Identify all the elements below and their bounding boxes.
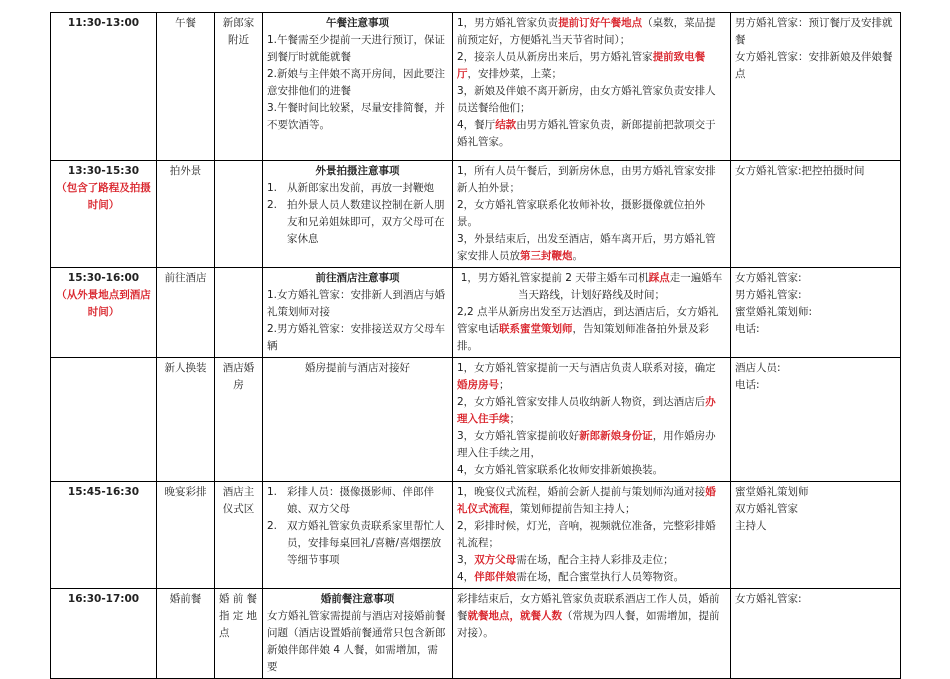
notes-cell: 外景拍摄注意事项 1. 从新郎家出发前，再放一封鞭炮 2. 拍外景人员人数建议控制在新人朋友和兄弟姐妹即可，双方父母可在家休息 — [263, 161, 453, 268]
detail-text: 4，女方婚礼管家联系化妆师安排新娘换装。 — [457, 464, 664, 476]
table-row — [51, 358, 901, 482]
detail-text: 3， — [457, 554, 475, 566]
time-cell: 11:30-13:00 — [51, 13, 157, 161]
contacts-cell — [731, 482, 901, 589]
detail-text: 1，男方婚礼管家负责 — [457, 17, 559, 29]
highlight-text: 提前订好午餐地点 — [558, 17, 643, 29]
details-cell — [453, 161, 731, 268]
contact-line: 女方婚礼管家: — [735, 272, 802, 284]
details-cell — [453, 482, 731, 589]
note-line: 从新郎家出发前，再放一封鞭炮 — [287, 182, 434, 194]
contact-line: 女方婚礼管家: — [735, 593, 802, 605]
detail-text: 2，接亲人员从新房出来后，男方婚礼管家 — [457, 51, 653, 63]
notes-cell: 1. 彩排人员：摄像摄影师、伴郎伴娘、双方父母 2. 双方婚礼管家负责联系家里帮忙人员，安排每桌回礼/喜糖/喜烟摆放等细节事项 — [263, 482, 453, 589]
detail-text: 走一遍婚车当天路线，计划好路线及时间； — [518, 272, 723, 301]
detail-text: 2，彩排时候，灯光，音响，视频就位准备，完整彩排婚礼流程； — [457, 520, 716, 549]
detail-text: 1，晚宴仪式流程，婚前会新人提前与策划师沟通对接 — [457, 486, 706, 498]
detail-line — [457, 231, 726, 265]
place-cell — [215, 161, 263, 268]
note-line: 彩排人员：摄像摄影师、伴郎伴娘、双方父母 — [287, 486, 434, 515]
details-cell — [453, 358, 731, 482]
detail-line — [457, 117, 726, 151]
detail-line — [457, 49, 726, 83]
detail-line — [457, 552, 726, 569]
detail-line — [457, 484, 726, 518]
note-line: 3.午餐时间比较紧，尽量安排简餐，并不要饮酒等。 — [267, 102, 446, 131]
detail-line — [457, 518, 726, 552]
detail-text: ，安排炒菜，上菜； — [467, 68, 562, 80]
notes-cell — [263, 589, 453, 679]
detail-line — [457, 394, 726, 428]
time-note: （包含了路程及拍摄时间） — [56, 182, 151, 211]
detail-text: （桌数，菜品提前预定好，方便婚礼当天节省时间）； — [457, 17, 716, 46]
place-cell: 婚前餐指定地点 — [215, 589, 263, 679]
time-cell: 13:30-15:30 （包含了路程及拍摄时间） — [51, 161, 157, 268]
detail-text: 。 — [572, 250, 583, 262]
time-cell: 15:45-16:30 — [51, 482, 157, 589]
time-note: （从外景地点到酒店时间） — [56, 289, 151, 318]
table-row — [51, 161, 901, 268]
detail-line — [457, 360, 726, 394]
notes-title: 外景拍摄注意事项 — [315, 165, 400, 177]
item-cell: 晚宴彩排 — [157, 482, 215, 589]
detail-text: 需在场，配合蜜堂执行人员筹物资。 — [516, 571, 685, 583]
detail-line — [457, 304, 726, 355]
detail-text: ，策划师提前告知主持人； — [509, 503, 636, 515]
table-row — [51, 268, 901, 358]
highlight-text: 结款 — [495, 119, 517, 131]
detail-text: ； — [509, 413, 520, 425]
detail-text: 需在场，配合主持人彩排及走位； — [516, 554, 674, 566]
highlight-text: 婚房房号 — [457, 379, 499, 391]
detail-line — [457, 591, 726, 642]
detail-line — [457, 428, 726, 462]
contact-line: 主持人 — [735, 520, 767, 532]
detail-line — [457, 197, 726, 231]
contact-line: 电话: — [735, 323, 760, 335]
contact-line: 电话: — [735, 379, 760, 391]
note-line: 1.午餐需至少提前一天进行预订，保证到餐厅时就能就餐 — [267, 34, 446, 63]
contacts-cell — [731, 268, 901, 358]
place-cell: 酒店婚房 — [215, 358, 263, 482]
table-row — [51, 13, 901, 161]
highlight-text: 新郎新娘身份证 — [579, 430, 653, 442]
detail-text: ，用作婚房办理入住手续之用， — [457, 430, 716, 459]
note-line: 2.新娘与主伴娘不离开房间，因此要注意安排他们的进餐 — [267, 68, 446, 97]
note-line: 双方婚礼管家负责联系家里帮忙人员，安排每桌回礼/喜糖/喜烟摆放等细节事项 — [287, 520, 445, 566]
detail-line — [457, 15, 726, 49]
notes-title: 午餐注意事项 — [326, 17, 389, 29]
contact-line: 男方婚礼管家：预订餐厅及安排就餐 — [735, 17, 893, 46]
place-cell: 酒店主仪式区 — [215, 482, 263, 589]
highlight-text: 婚礼仪式流程 — [457, 486, 716, 515]
item-cell: 新人换装 — [157, 358, 215, 482]
item-cell: 前往酒店 — [157, 268, 215, 358]
time-cell: 15:30-16:00 （从外景地点到酒店时间） — [51, 268, 157, 358]
detail-line — [457, 83, 726, 117]
place-cell: 新郎家附近 — [215, 13, 263, 161]
detail-text: 3，外景结束后，出发至酒店，婚车离开后，男方婚礼管家安排人员放 — [457, 233, 716, 262]
contact-line: 男方婚礼管家: — [735, 289, 802, 301]
item-cell: 午餐 — [157, 13, 215, 161]
highlight-text: 办理入住手续 — [457, 396, 716, 425]
detail-text: 1，所有人员午餐后，到新房休息，由男方婚礼管家安排新人拍外景； — [457, 165, 716, 194]
detail-text: 4，餐厅 — [457, 119, 496, 131]
highlight-text: 联系蜜堂策划师 — [499, 323, 573, 335]
detail-line — [457, 569, 726, 586]
note-line: 拍外景人员人数建议控制在新人朋友和兄弟姐妹即可，双方父母可在家休息 — [287, 199, 445, 245]
detail-line — [457, 462, 726, 479]
detail-text: ； — [499, 379, 510, 391]
highlight-text: 双方父母 — [474, 554, 517, 566]
time-cell — [51, 358, 157, 482]
detail-text: 4， — [457, 571, 475, 583]
detail-line — [457, 163, 726, 197]
detail-text: 3，女方婚礼管家提前收好 — [457, 430, 580, 442]
notes-title: 前往酒店注意事项 — [315, 272, 400, 284]
item-cell: 婚前餐 — [157, 589, 215, 679]
details-cell — [453, 268, 731, 358]
detail-text: 3，新娘及伴娘不离开新房，由女方婚礼管家负责安排人员送餐给他们； — [457, 85, 716, 114]
highlight-text: 踩点 — [648, 272, 670, 284]
detail-text: 彩排结束后，女方婚礼管家负责联系酒店工作人员，婚前餐 — [457, 593, 720, 622]
item-cell: 拍外景 — [157, 161, 215, 268]
contacts-cell — [731, 13, 901, 161]
contacts-cell — [731, 589, 901, 679]
contact-line: 女方婚礼管家：安排新娘及伴娘餐点 — [735, 51, 893, 80]
contact-line: 酒店人员: — [735, 362, 781, 374]
detail-text: 1，女方婚礼管家提前一天与酒店负责人联系对接，确定 — [457, 362, 716, 374]
contact-line: 双方婚礼管家 — [735, 503, 798, 515]
notes-cell — [263, 268, 453, 358]
table-row — [51, 482, 901, 589]
highlight-text: 就餐地点，就餐人数 — [467, 610, 562, 622]
detail-line — [457, 270, 726, 304]
details-cell — [453, 589, 731, 679]
detail-text: 2，女方婚礼管家联系化妆师补妆，摄影摄像就位拍外景。 — [457, 199, 706, 228]
contacts-cell — [731, 161, 901, 268]
contact-line: 蜜堂婚礼策划师 — [735, 486, 809, 498]
place-cell — [215, 268, 263, 358]
detail-text: 由男方婚礼管家负责，新郎提前把款项交于婚礼管家。 — [457, 119, 716, 148]
note-line: 1.女方婚礼管家：安排新人到酒店与婚礼策划师对接 — [267, 289, 446, 318]
time-cell: 16:30-17:00 — [51, 589, 157, 679]
detail-text: ，告知策划师准备拍外景及彩排。 — [457, 323, 709, 352]
notes-cell — [263, 13, 453, 161]
schedule-table — [50, 12, 901, 679]
contact-line: 蜜堂婚礼策划师: — [735, 306, 813, 318]
note-line: 女方婚礼管家需提前与酒店对接婚前餐问题（酒店设置婚前餐通常只包含新郎新娘伴郎伴娘 4 人餐，如需增加，需要 — [267, 610, 446, 673]
contact-line: 女方婚礼管家:把控拍摄时间 — [735, 165, 865, 177]
note-line: 婚房提前与酒店对接好 — [305, 362, 410, 374]
detail-text: 2,2 点半从新房出发至万达酒店，到达酒店后，女方婚礼管家电话 — [457, 306, 719, 335]
highlight-text: 伴郎伴娘 — [474, 571, 517, 583]
highlight-text: 提前致电餐厅 — [457, 51, 706, 80]
detail-text: 1，男方婚礼管家提前 2 天带主婚车司机 — [460, 272, 649, 284]
detail-text: 2，女方婚礼管家安排人员收纳新人物资，到达酒店后 — [457, 396, 706, 408]
details-cell — [453, 13, 731, 161]
detail-text: （常规为四人餐，如需增加，提前对接）。 — [457, 610, 720, 639]
note-line: 2.男方婚礼管家：安排接送双方父母车辆 — [267, 323, 446, 352]
notes-title: 婚前餐注意事项 — [320, 593, 395, 605]
table-row — [51, 589, 901, 679]
contacts-cell — [731, 358, 901, 482]
highlight-text: 第三封鞭炮 — [520, 250, 573, 262]
notes-cell — [263, 358, 453, 482]
